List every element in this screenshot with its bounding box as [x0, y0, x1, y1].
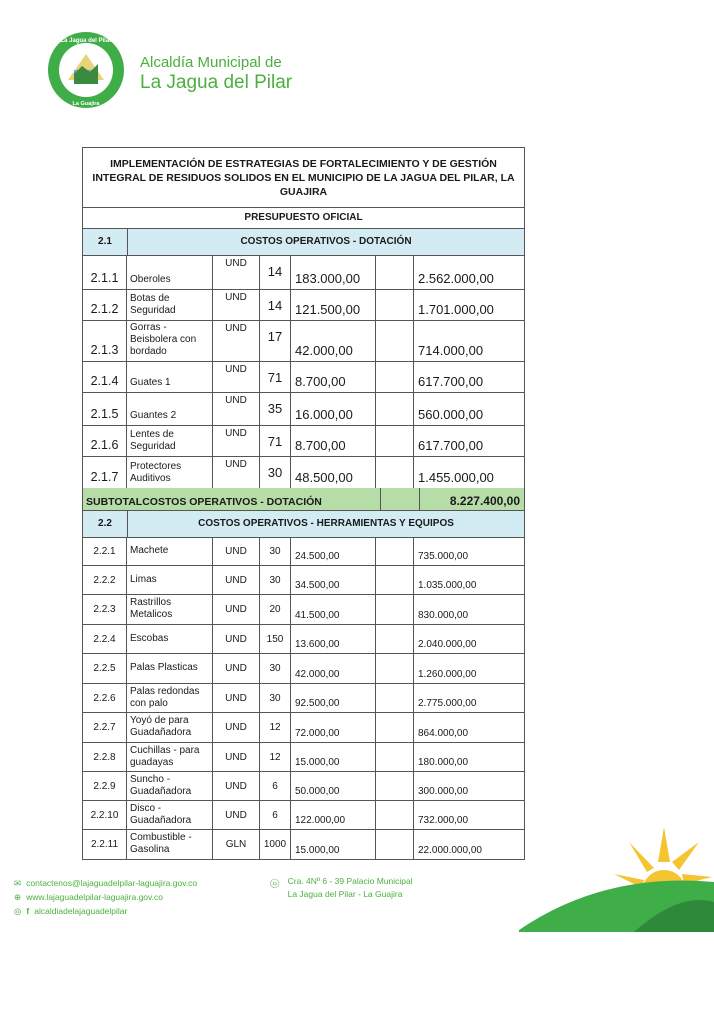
address-line-1: Cra. 4Nº 6 - 39 Palacio Municipal: [287, 876, 413, 886]
table-row: [83, 801, 524, 830]
municipal-seal-logo: [46, 30, 126, 110]
item-unit: UND: [213, 625, 260, 653]
table-row: [83, 538, 524, 566]
svg-text:La Jagua del Pilar: La Jagua del Pilar: [60, 38, 112, 44]
item-unit: UND: [213, 290, 260, 320]
table-row: [83, 256, 524, 290]
item-unit-price: 42.000,00: [291, 654, 376, 683]
item-quantity: 6: [260, 772, 291, 800]
subtotal-row: [83, 488, 524, 511]
item-unit-price: 8.700,00: [291, 362, 376, 392]
table-row: [83, 393, 524, 426]
item-unit: UND: [213, 801, 260, 829]
item-total: 2.775.000,00: [418, 698, 477, 709]
item-description: Guantes 2: [127, 393, 213, 425]
item-description: Cuchillas - para guadayas: [127, 743, 213, 771]
footer-address: [270, 876, 413, 902]
table-row: [83, 566, 524, 595]
item-total: 2.562.000,00: [418, 271, 494, 286]
item-code: 2.2.10: [83, 801, 127, 829]
item-total: 714.000,00: [418, 343, 484, 358]
table-row: [83, 321, 524, 362]
item-unit: UND: [213, 426, 260, 456]
table-row: [83, 713, 524, 743]
table-row: [83, 362, 524, 393]
item-unit-price: 42.000,00: [291, 321, 376, 361]
item-quantity: 30: [260, 654, 291, 683]
section-label: COSTOS OPERATIVOS - HERRAMIENTAS Y EQUIPOS: [198, 518, 454, 529]
item-unit-price: 15.000,00: [291, 743, 376, 771]
item-quantity: 30: [260, 684, 291, 712]
item-description: Palas Plasticas: [127, 654, 213, 683]
item-quantity: 12: [260, 713, 291, 742]
org-line-2: La Jagua del Pilar: [140, 72, 293, 93]
item-description: Protectores Auditivos: [127, 457, 213, 488]
item-quantity: 30: [260, 457, 291, 488]
item-unit-price: 121.500,00: [291, 290, 376, 320]
budget-table: [82, 147, 525, 860]
table-row: [83, 654, 524, 684]
item-unit-price: 15.000,00: [291, 830, 376, 859]
section-code: 2.2: [83, 511, 128, 537]
item-total: 1.701.000,00: [418, 302, 494, 317]
item-unit-price: 16.000,00: [291, 393, 376, 425]
item-total: 617.700,00: [418, 374, 484, 389]
item-quantity: 6: [260, 801, 291, 829]
item-code: 2.2.5: [83, 654, 127, 683]
item-code: 2.2.8: [83, 743, 127, 771]
item-total: 2.040.000,00: [418, 639, 477, 650]
item-description: Disco - Guadañadora: [127, 801, 213, 829]
item-unit: UND: [213, 654, 260, 683]
subtotal-label: SUBTOTALCOSTOS OPERATIVOS - DOTACIÓN: [83, 488, 381, 510]
item-total: 1.035.000,00: [418, 580, 477, 591]
svg-text:La Guajira: La Guajira: [72, 101, 100, 107]
item-code: 2.2.2: [83, 566, 127, 594]
table-row: [83, 426, 524, 457]
budget-label: PRESUPUESTO OFICIAL: [83, 208, 524, 229]
item-total: 1.260.000,00: [418, 669, 477, 680]
item-unit: UND: [213, 595, 260, 624]
item-quantity: 14: [260, 290, 291, 320]
item-code: 2.2.11: [83, 830, 127, 859]
email-icon: ✉: [14, 877, 22, 888]
instagram-icon: ◎: [14, 905, 22, 916]
subtotal-value: 8.227.400,00: [449, 494, 520, 508]
footer-website[interactable]: www.lajaguadelpilar-laguajira.gov.co: [26, 892, 163, 902]
item-unit-price: 50.000,00: [291, 772, 376, 800]
item-unit-price: 41.500,00: [291, 595, 376, 624]
item-total: 735.000,00: [418, 551, 469, 562]
table-row: [83, 772, 524, 801]
item-total: 732.000,00: [418, 815, 469, 826]
table-row: [83, 684, 524, 713]
item-total: 1.455.000,00: [418, 470, 494, 485]
item-description: Rastrillos Metalicos: [127, 595, 213, 624]
item-code: 2.1.3: [83, 321, 127, 361]
item-quantity: 12: [260, 743, 291, 771]
item-unit: UND: [213, 772, 260, 800]
item-unit: UND: [213, 321, 260, 361]
item-total: 864.000,00: [418, 728, 469, 739]
table-row: [83, 743, 524, 772]
item-description: Gorras - Beisbolera con bordado: [127, 321, 213, 361]
item-description: Machete: [127, 538, 213, 565]
item-unit: UND: [213, 256, 260, 289]
item-unit-price: 92.500,00: [291, 684, 376, 712]
footer-email[interactable]: contactenos@lajaguadelpilar-laguajira.gov.co: [26, 878, 198, 888]
item-code: 2.2.6: [83, 684, 127, 712]
section-header-2: [83, 511, 524, 538]
item-quantity: 30: [260, 566, 291, 594]
item-total: 22.000.000,00: [418, 845, 482, 856]
section-1-rows: [83, 256, 524, 488]
item-description: Limas: [127, 566, 213, 594]
facebook-icon: f: [26, 906, 30, 916]
item-quantity: 71: [260, 362, 291, 392]
table-row: [83, 830, 524, 859]
item-code: 2.1.7: [83, 457, 127, 488]
location-pin-icon: ⌾: [270, 876, 280, 893]
item-unit: UND: [213, 684, 260, 712]
item-quantity: 14: [260, 256, 291, 289]
footer-contacts: [14, 876, 197, 918]
item-code: 2.2.3: [83, 595, 127, 624]
item-code: 2.1.6: [83, 426, 127, 456]
item-quantity: 150: [260, 625, 291, 653]
item-quantity: 1000: [260, 830, 291, 859]
org-line-1: Alcaldía Municipal de: [140, 54, 282, 71]
item-unit-price: 8.700,00: [291, 426, 376, 456]
organization-name: [140, 54, 292, 94]
document-title: IMPLEMENTACIÓN DE ESTRATEGIAS DE FORTALECIMIENTO Y DE GESTIÓN INTEGRAL DE RESIDUOS SOLIDOS EN EL MUNICIPIO DE LA JAGUA DEL PILAR, LA GUAJIRA: [83, 148, 524, 208]
item-unit-price: 13.600,00: [291, 625, 376, 653]
item-description: Yoyó de para Guadañadora: [127, 713, 213, 742]
section-label: COSTOS OPERATIVOS - DOTACIÓN: [240, 236, 412, 247]
item-unit-price: 48.500,00: [291, 457, 376, 488]
item-code: 2.1.1: [83, 256, 127, 289]
section-header-1: [83, 229, 524, 256]
section-2-rows: [83, 538, 524, 859]
item-unit: UND: [213, 713, 260, 742]
item-code: 2.2.4: [83, 625, 127, 653]
item-code: 2.2.1: [83, 538, 127, 565]
item-code: 2.2.9: [83, 772, 127, 800]
item-code: 2.1.2: [83, 290, 127, 320]
item-quantity: 71: [260, 426, 291, 456]
item-quantity: 20: [260, 595, 291, 624]
table-row: [83, 457, 524, 488]
item-unit-price: 183.000,00: [291, 256, 376, 289]
item-unit: UND: [213, 743, 260, 771]
item-unit: UND: [213, 457, 260, 488]
item-unit: GLN: [213, 830, 260, 859]
item-description: Escobas: [127, 625, 213, 653]
address-line-2: La Jagua del Pilar - La Guajira: [287, 889, 403, 899]
item-description: Oberoles: [127, 256, 213, 289]
table-row: [83, 595, 524, 625]
item-unit-price: 122.000,00: [291, 801, 376, 829]
item-unit-price: 34.500,00: [291, 566, 376, 594]
item-description: Combustible - Gasolina: [127, 830, 213, 859]
item-total: 617.700,00: [418, 438, 484, 453]
item-description: Suncho - Guadañadora: [127, 772, 213, 800]
item-description: Palas redondas con palo: [127, 684, 213, 712]
item-unit: UND: [213, 362, 260, 392]
item-unit: UND: [213, 566, 260, 594]
item-quantity: 17: [260, 321, 291, 361]
item-description: Lentes de Seguridad: [127, 426, 213, 456]
item-code: 2.1.5: [83, 393, 127, 425]
item-total: 300.000,00: [418, 786, 469, 797]
footer-social[interactable]: alcaldiadelajaguadelpilar: [34, 906, 128, 916]
item-total: 180.000,00: [418, 757, 469, 768]
item-total: 560.000,00: [418, 407, 484, 422]
section-code: 2.1: [83, 229, 128, 255]
item-quantity: 35: [260, 393, 291, 425]
globe-icon: ⊕: [14, 891, 22, 902]
item-description: Botas de Seguridad: [127, 290, 213, 320]
item-unit-price: 24.500,00: [291, 538, 376, 565]
item-unit: UND: [213, 393, 260, 425]
item-quantity: 30: [260, 538, 291, 565]
table-row: [83, 290, 524, 321]
table-row: [83, 625, 524, 654]
item-unit: UND: [213, 538, 260, 565]
sun-hills-decoration: [514, 822, 714, 932]
item-unit-price: 72.000,00: [291, 713, 376, 742]
item-code: 2.1.4: [83, 362, 127, 392]
item-total: 830.000,00: [418, 610, 469, 621]
item-code: 2.2.7: [83, 713, 127, 742]
item-description: Guates 1: [127, 362, 213, 392]
